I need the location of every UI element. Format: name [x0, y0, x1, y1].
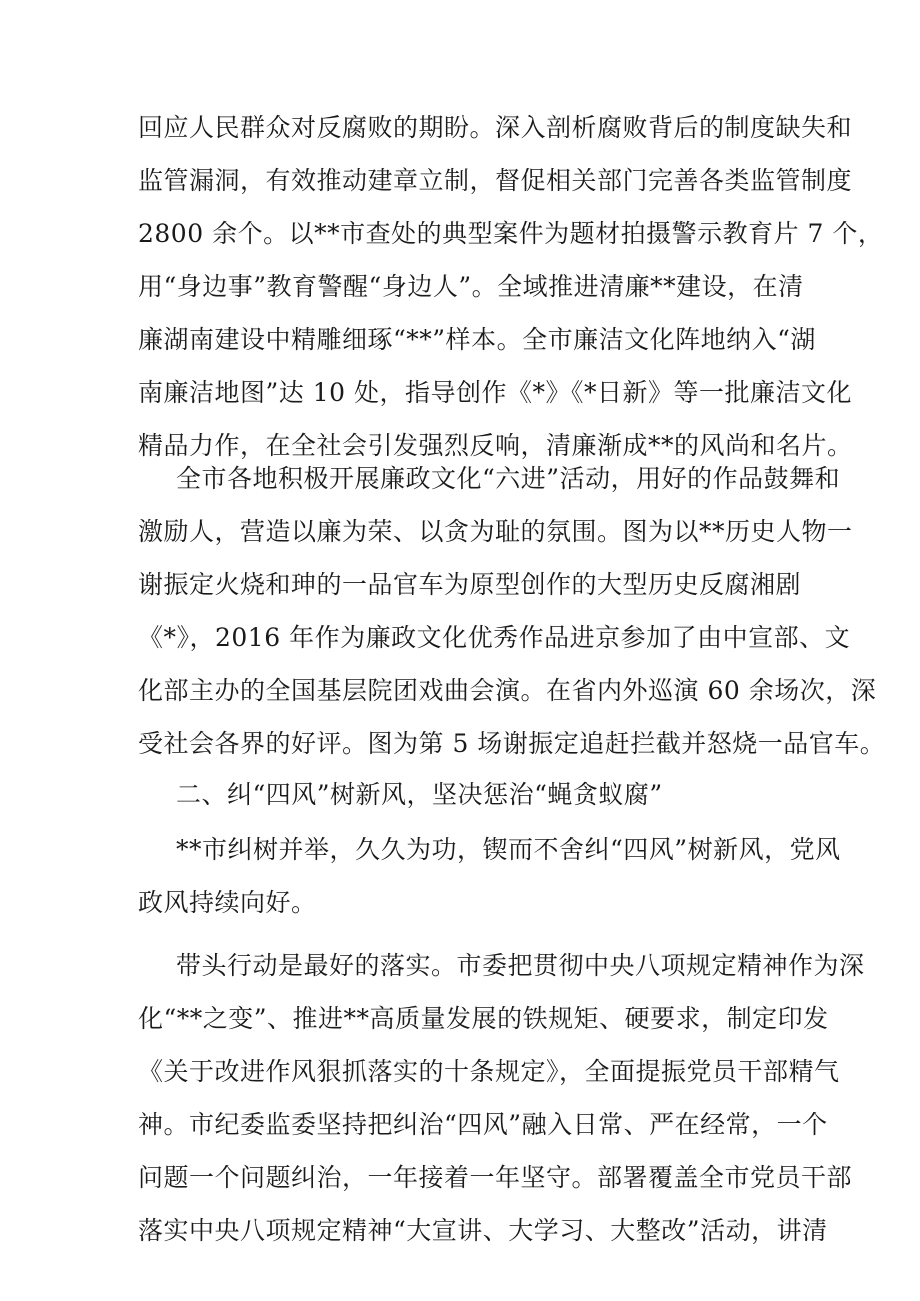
- text-line: 化“**之变”、推进**高质量发展的铁规矩、硬要求，制定印发: [138, 1004, 829, 1033]
- text-line: 监管漏洞，有效推动建章立制，督促相关部门完善各类监管制度: [138, 166, 853, 195]
- text-line: 落实中央八项规定精神“大宣讲、大学习、大整改”活动，讲清: [138, 1216, 828, 1245]
- text-line: 回应人民群众对反腐败的期盼。深入剖析腐败背后的制度缺失和: [138, 113, 853, 142]
- text-line: 南廉洁地图”达 10 处，指导创作《*》《*日新》等一批廉洁文化: [138, 378, 852, 407]
- text-line: 2800 余个。以**市查处的典型案件为题材拍摄警示教育片 7 个，: [138, 219, 884, 248]
- section-heading-text: 二、纠“四风”树新风，坚决惩治“蝇贪蚁腐”: [176, 780, 663, 809]
- text-line: 全市各地积极开展廉政文化“六进”活动，用好的作品鼓舞和: [176, 464, 841, 493]
- text-line: 《*》，2016 年作为廉政文化优秀作品进京参加了由中宣部、文: [138, 623, 851, 652]
- text-line: 用“身边事”教育警醒“身边人”。全域推进清廉**建设，在清: [138, 272, 804, 301]
- text-line: 带头行动是最好的落实。市委把贯彻中央八项规定精神作为深: [176, 951, 865, 980]
- text-line: 受社会各界的好评。图为第 5 场谢振定追赶拦截并怒烧一品官车。: [138, 729, 886, 758]
- text-line: 精品力作，在全社会引发强烈反响，清廉渐成**的风尚和名片。: [138, 431, 853, 460]
- text-line: 《关于改进作风狠抓落实的十条规定》，全面提振党员干部精气: [138, 1057, 840, 1086]
- text-line: **市纠树并举，久久为功，锲而不舍纠“四风”树新风，党风: [176, 835, 841, 864]
- text-line: 神。市纪委监委坚持把纠治“四风”融入日常、严在经常，一个: [138, 1110, 828, 1139]
- text-line: 谢振定火烧和珅的一品官车为原型创作的大型历史反腐湘剧: [138, 570, 802, 599]
- text-line: 化部主办的全国基层院团戏曲会演。在省内外巡演 60 余场次，深: [138, 676, 877, 705]
- text-line: 廉湖南建设中精雕细琢“**”样本。全市廉洁文化阵地纳入“湖: [138, 325, 816, 354]
- text-line: 政风持续向好。: [138, 888, 317, 917]
- text-line: 问题一个问题纠治，一年接着一年坚守。部署覆盖全市党员干部: [138, 1163, 853, 1192]
- text-line: 激励人，营造以廉为荣、以贪为耻的氛围。图为以**历史人物一: [138, 517, 853, 546]
